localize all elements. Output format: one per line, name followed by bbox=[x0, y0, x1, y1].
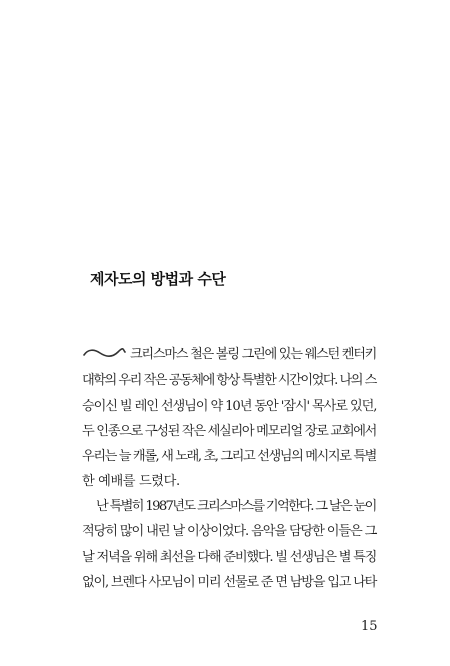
page-number: 15 bbox=[361, 619, 378, 634]
paragraph-line: 두 인종으로 구성된 작은 세실리아 메모리얼 장로 교회에서 bbox=[82, 424, 377, 439]
paragraph-line: 날 저녁을 위해 최선을 다해 준비했다. 빌 선생님은 별 특징 bbox=[82, 550, 377, 565]
paragraph-line: 우리는 늘 캐롤, 새 노래, 초, 그리고 선생님의 메시지로 특별 bbox=[82, 449, 376, 464]
chapter-heading: 제자도의 방법과 수단 bbox=[90, 270, 226, 288]
paragraph-line: 한 예배를 드렸다. bbox=[82, 474, 180, 489]
swash-ornament-icon bbox=[82, 346, 126, 360]
paragraph-line: 승이신 빌 레인 선생님이 약 10년 동안 '잠시' 목사로 있던, bbox=[82, 399, 377, 414]
paragraph-line: 적당히 많이 내린 날 이상이었다. 음악을 담당한 이들은 그 bbox=[82, 524, 377, 539]
paragraph-line: 없이, 브렌다 사모님이 미리 선물로 준 면 남방을 입고 나타 bbox=[82, 575, 377, 590]
paragraph-line: 크리스마스 철은 볼링 그린에 있는 웨스턴 켄터키 bbox=[130, 347, 377, 362]
paragraph-line: 대학의 우리 작은 공동체에 항상 특별한 시간이었다. 나의 스 bbox=[82, 373, 376, 388]
paragraph-line: 난 특별히 1987년도 크리스마스를 기억한다. 그 날은 눈이 bbox=[96, 499, 376, 514]
